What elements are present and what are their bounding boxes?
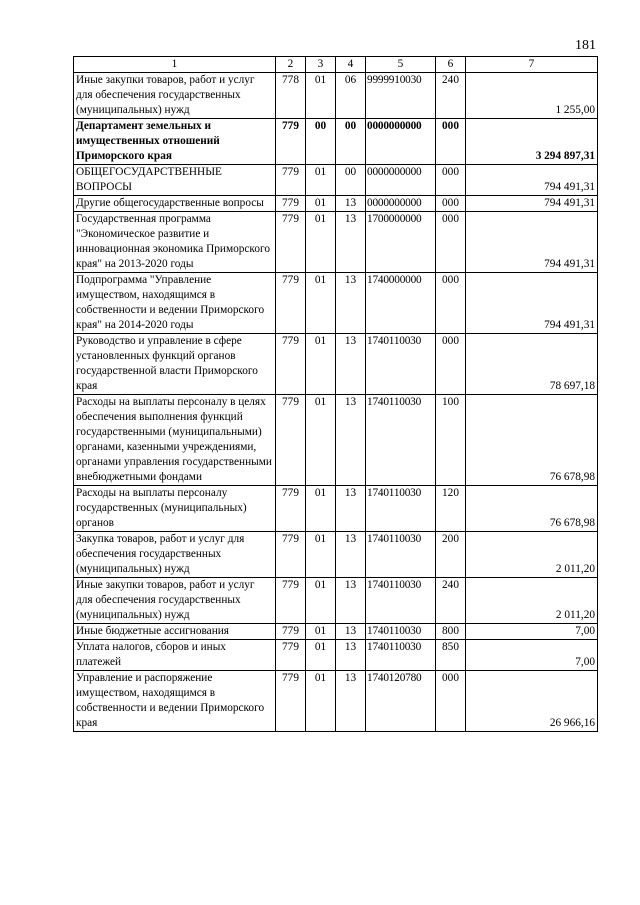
amount-cell: 26 966,16 (466, 671, 598, 732)
header-cell: 3 (306, 57, 336, 73)
section-code-cell: 01 (306, 273, 336, 334)
row-name-cell: Управление и распоряжение имуществом, находящимся в собственности и ведении Приморского края (74, 671, 276, 732)
expense-type-cell: 000 (436, 212, 466, 273)
row-name-cell: Иные закупки товаров, работ и услуг для обеспечения государственных (муниципальных) нужд (74, 73, 276, 119)
amount-cell: 76 678,98 (466, 395, 598, 486)
row-name-cell: Государственная программа "Экономическое развитие и инновационная экономика Приморского края" на 2013-2020 годы (74, 212, 276, 273)
target-article-cell: 0000000000 (366, 165, 436, 196)
table-header-row (74, 57, 598, 73)
expense-type-cell: 000 (436, 671, 466, 732)
section-code-cell: 01 (306, 395, 336, 486)
section-code-cell: 01 (306, 532, 336, 578)
expense-type-cell: 000 (436, 196, 466, 212)
table-body (74, 73, 598, 732)
subsection-code-cell: 13 (336, 624, 366, 640)
section-code-cell: 01 (306, 196, 336, 212)
admin-code-cell: 779 (276, 334, 306, 395)
table-row (74, 671, 598, 732)
target-article-cell: 1740110030 (366, 532, 436, 578)
table-row (74, 212, 598, 273)
section-code-cell: 01 (306, 212, 336, 273)
subsection-code-cell: 13 (336, 486, 366, 532)
expense-type-cell: 850 (436, 640, 466, 671)
admin-code-cell: 779 (276, 640, 306, 671)
subsection-code-cell: 13 (336, 196, 366, 212)
table-row (74, 640, 598, 671)
subsection-code-cell: 00 (336, 119, 366, 165)
amount-cell: 2 011,20 (466, 578, 598, 624)
target-article-cell: 0000000000 (366, 119, 436, 165)
subsection-code-cell: 13 (336, 671, 366, 732)
row-name-cell: Уплата налогов, сборов и иных платежей (74, 640, 276, 671)
subsection-code-cell: 13 (336, 578, 366, 624)
table-row (74, 196, 598, 212)
section-code-cell: 01 (306, 624, 336, 640)
section-code-cell: 01 (306, 73, 336, 119)
section-code-cell: 01 (306, 334, 336, 395)
row-name-cell: Иные закупки товаров, работ и услуг для обеспечения государственных (муниципальных) нужд (74, 578, 276, 624)
admin-code-cell: 779 (276, 119, 306, 165)
table-row (74, 119, 598, 165)
header-cell: 7 (466, 57, 598, 73)
row-name-cell: Руководство и управление в сфере установленных функций органов государственной власти Приморского края (74, 334, 276, 395)
table-row (74, 624, 598, 640)
subsection-code-cell: 13 (336, 212, 366, 273)
target-article-cell: 1740110030 (366, 578, 436, 624)
table-row (74, 334, 598, 395)
header-cell: 4 (336, 57, 366, 73)
subsection-code-cell: 13 (336, 334, 366, 395)
admin-code-cell: 779 (276, 395, 306, 486)
expense-type-cell: 000 (436, 273, 466, 334)
target-article-cell: 0000000000 (366, 196, 436, 212)
table-row (74, 486, 598, 532)
header-cell: 5 (366, 57, 436, 73)
target-article-cell: 9999910030 (366, 73, 436, 119)
expense-type-cell: 000 (436, 119, 466, 165)
row-name-cell: Департамент земельных и имущественных отношений Приморского края (74, 119, 276, 165)
admin-code-cell: 779 (276, 624, 306, 640)
section-code-cell: 01 (306, 671, 336, 732)
row-name-cell: Другие общегосударственные вопросы (74, 196, 276, 212)
subsection-code-cell: 13 (336, 395, 366, 486)
admin-code-cell: 779 (276, 196, 306, 212)
amount-cell: 76 678,98 (466, 486, 598, 532)
row-name-cell: Расходы на выплаты персоналу в целях обеспечения выполнения функций государственными (муниципальными) органами, казенными учреждениями, органами управления государственными внебюджетными фондами (74, 395, 276, 486)
page-number: 181 (575, 38, 596, 53)
table-row (74, 273, 598, 334)
table-row (74, 395, 598, 486)
section-code-cell: 01 (306, 486, 336, 532)
admin-code-cell: 779 (276, 578, 306, 624)
row-name-cell: Подпрограмма "Управление имуществом, находящимся в собственности и ведении Приморского края" на 2014-2020 годы (74, 273, 276, 334)
expense-type-cell: 800 (436, 624, 466, 640)
header-cell: 1 (74, 57, 276, 73)
subsection-code-cell: 13 (336, 532, 366, 578)
table-row (74, 532, 598, 578)
row-name-cell: Закупка товаров, работ и услуг для обеспечения государственных (муниципальных) нужд (74, 532, 276, 578)
subsection-code-cell: 13 (336, 640, 366, 671)
expense-type-cell: 000 (436, 334, 466, 395)
amount-cell: 3 294 897,31 (466, 119, 598, 165)
section-code-cell: 01 (306, 165, 336, 196)
admin-code-cell: 779 (276, 212, 306, 273)
target-article-cell: 1740110030 (366, 640, 436, 671)
section-code-cell: 01 (306, 640, 336, 671)
row-name-cell: Расходы на выплаты персоналу государственных (муниципальных) органов (74, 486, 276, 532)
subsection-code-cell: 13 (336, 273, 366, 334)
expense-type-cell: 240 (436, 73, 466, 119)
subsection-code-cell: 06 (336, 73, 366, 119)
target-article-cell: 1700000000 (366, 212, 436, 273)
admin-code-cell: 778 (276, 73, 306, 119)
table-row (74, 165, 598, 196)
amount-cell: 794 491,31 (466, 273, 598, 334)
admin-code-cell: 779 (276, 532, 306, 578)
amount-cell: 2 011,20 (466, 532, 598, 578)
admin-code-cell: 779 (276, 486, 306, 532)
expense-type-cell: 120 (436, 486, 466, 532)
admin-code-cell: 779 (276, 165, 306, 196)
row-name-cell: ОБЩЕГОСУДАРСТВЕННЫЕ ВОПРОСЫ (74, 165, 276, 196)
header-cell: 6 (436, 57, 466, 73)
expense-type-cell: 200 (436, 532, 466, 578)
amount-cell: 794 491,31 (466, 165, 598, 196)
expense-type-cell: 000 (436, 165, 466, 196)
budget-table (73, 56, 598, 732)
target-article-cell: 1740000000 (366, 273, 436, 334)
amount-cell: 794 491,31 (466, 196, 598, 212)
expense-type-cell: 240 (436, 578, 466, 624)
admin-code-cell: 779 (276, 671, 306, 732)
target-article-cell: 1740120780 (366, 671, 436, 732)
expense-type-cell: 100 (436, 395, 466, 486)
amount-cell: 7,00 (466, 640, 598, 671)
table-row (74, 578, 598, 624)
row-name-cell: Иные бюджетные ассигнования (74, 624, 276, 640)
header-cell: 2 (276, 57, 306, 73)
target-article-cell: 1740110030 (366, 395, 436, 486)
amount-cell: 78 697,18 (466, 334, 598, 395)
amount-cell: 7,00 (466, 624, 598, 640)
amount-cell: 1 255,00 (466, 73, 598, 119)
target-article-cell: 1740110030 (366, 624, 436, 640)
section-code-cell: 01 (306, 578, 336, 624)
section-code-cell: 00 (306, 119, 336, 165)
subsection-code-cell: 00 (336, 165, 366, 196)
target-article-cell: 1740110030 (366, 334, 436, 395)
table-row (74, 73, 598, 119)
admin-code-cell: 779 (276, 273, 306, 334)
amount-cell: 794 491,31 (466, 212, 598, 273)
target-article-cell: 1740110030 (366, 486, 436, 532)
